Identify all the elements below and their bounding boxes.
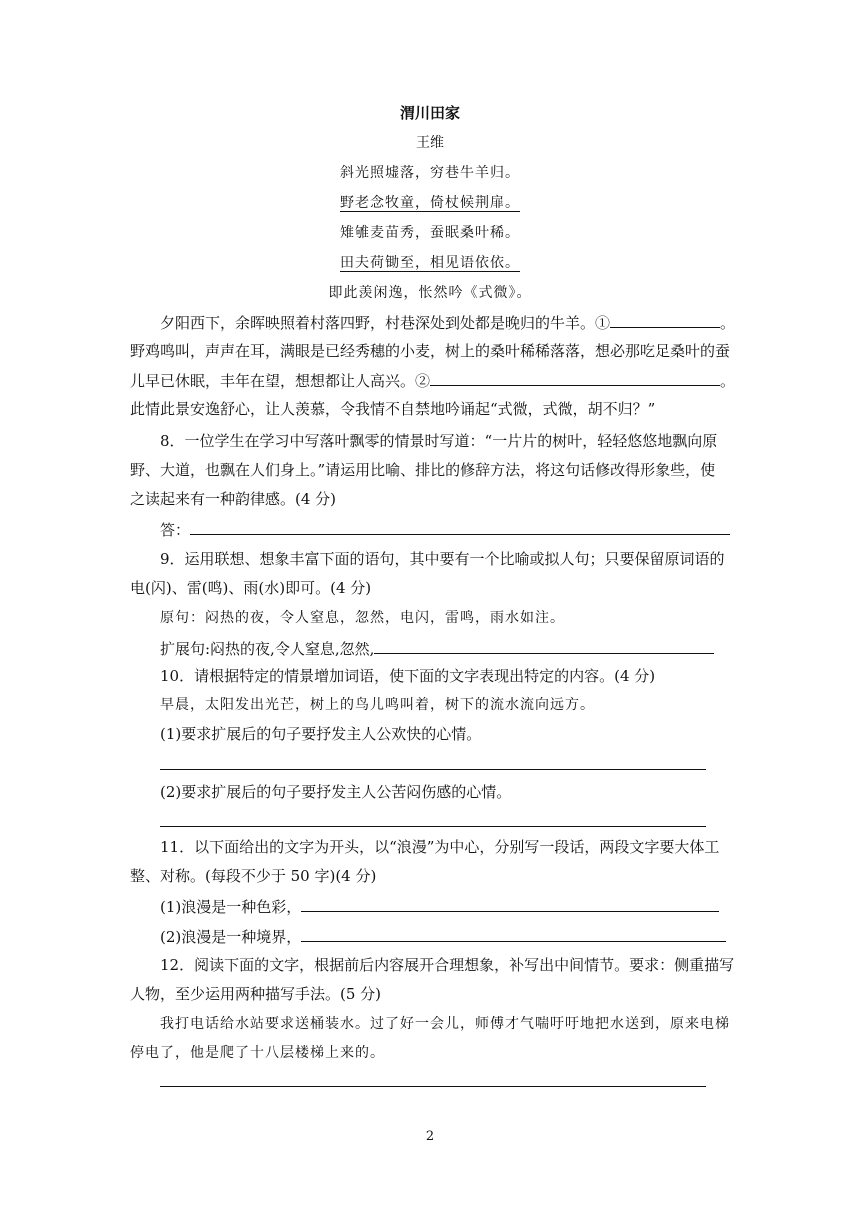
q9-line-2: 电(闪)、雷(鸣)、雨(水)即可。(4 分)	[130, 579, 372, 597]
q11-line-2: 整、对称。(每段不少于 50 字)(4 分)	[130, 867, 377, 885]
q9-expanded-blank[interactable]	[374, 638, 714, 654]
passage-line-1-end: 。	[720, 314, 736, 332]
passage-line-1	[160, 312, 735, 333]
poem-line-1: 斜光照墟落，穷巷牛羊归。	[340, 165, 520, 181]
passage-line-4: 此情此景安逸舒心，让人羡慕，令我情不自禁地吟诵起“式微，式微，胡不归？”	[130, 400, 656, 418]
passage-line-1-text: 夕阳西下，余晖映照着村落四野，村巷深处到处都是晚归的牛羊。①	[160, 314, 611, 332]
q11-line-1: 11．以下面给出的文字为开头，以“浪漫”为中心，分别写一段话，两段文字要大体工	[160, 838, 720, 856]
passage-line-3	[130, 370, 735, 391]
q10-answer-rule-1[interactable]	[160, 769, 706, 770]
q10-req-1: (1)要求扩展后的句子要抒发主人公欢快的心情。	[160, 725, 482, 743]
passage-line-2: 野鸡鸣叫，声声在耳，满眼是已经秀穗的小麦，树上的桑叶稀稀落落，想必那吃足桑叶的蚕	[130, 342, 731, 360]
q12-answer-rule[interactable]	[160, 1086, 706, 1087]
q11-item-1-label: (1)浪漫是一种色彩，	[160, 898, 302, 916]
q8-answer-blank[interactable]	[190, 519, 730, 535]
q9-original: 原句：闷热的夜，令人窒息，忽然，电闪，雷鸣，雨水如注。	[160, 610, 565, 626]
passage-line-3-end: 。	[720, 372, 736, 390]
q8-answer-line	[160, 519, 730, 540]
q10-answer-rule-2[interactable]	[160, 826, 706, 827]
q11-item-2-blank[interactable]	[301, 926, 726, 942]
q10-text: 早晨，太阳发出光芒，树上的鸟儿鸣叫着，树下的流水流向远方。	[160, 697, 595, 713]
poem-line-3: 雉雊麦苗秀，蚕眠桑叶稀。	[340, 225, 520, 241]
q9-line-1: 9．运用联想、想象丰富下面的语句，其中要有一个比喻或拟人句；只要保留原词语的	[160, 550, 725, 568]
blank-1[interactable]	[610, 312, 720, 328]
page-number: 2	[425, 1129, 435, 1144]
poem-author: 王维	[416, 135, 444, 151]
poem-line-4-text: 田夫荷锄至，相见语依依。	[340, 255, 520, 271]
q9-expanded-line	[160, 638, 714, 659]
q12-line-1: 12．阅读下面的文字，根据前后内容展开合理想象，补写出中间情节。要求：侧重描写	[160, 956, 735, 974]
q11-item-1	[160, 896, 719, 917]
q12-text-2: 停电了，他是爬了十八层楼梯上来的。	[130, 1045, 385, 1061]
q8-answer-label: 答：	[160, 521, 191, 539]
q8-line-3: 之读起来有一种韵律感。(4 分)	[130, 490, 337, 508]
q11-item-1-blank[interactable]	[301, 896, 719, 912]
q8-line-1: 8．一位学生在学习中写落叶飘零的情景时写道：“一片片的树叶，轻轻悠悠地飘向原	[160, 432, 718, 450]
poem-line-5: 即此羡闲逸，怅然吟《式微》。	[328, 285, 532, 301]
passage-line-3-text: 儿早已休眠，丰年在望，想想都让人高兴。②	[130, 372, 431, 390]
poem-line-4	[0, 253, 860, 273]
q12-text-1: 我打电话给水站要求送桶装水。过了好一会儿，师傅才气喘吁吁地把水送到，原来电梯	[160, 1016, 730, 1032]
poem-title: 渭川田家	[399, 104, 460, 122]
q10-req-2: (2)要求扩展后的句子要抒发主人公苦闷伤感的心情。	[160, 783, 512, 801]
q11-item-2-label: (2)浪漫是一种境界，	[160, 928, 302, 946]
q12-line-2: 人物，至少运用两种描写手法。(5 分)	[130, 985, 382, 1003]
poem-line-2	[0, 193, 860, 213]
q11-item-2	[160, 926, 726, 947]
blank-2[interactable]	[430, 370, 720, 386]
q9-expanded-label: 扩展句:闷热的夜,令人窒息,忽然,	[160, 640, 375, 658]
q8-line-2: 野、大道，也飘在人们身上。”请运用比喻、排比的修辞方法，将这句话修改得形象些，使	[130, 461, 716, 479]
q10-line-1: 10．请根据特定的情景增加词语，使下面的文字表现出特定的内容。(4 分)	[160, 667, 656, 685]
poem-line-2-text: 野老念牧童，倚杖候荆扉。	[340, 195, 520, 211]
